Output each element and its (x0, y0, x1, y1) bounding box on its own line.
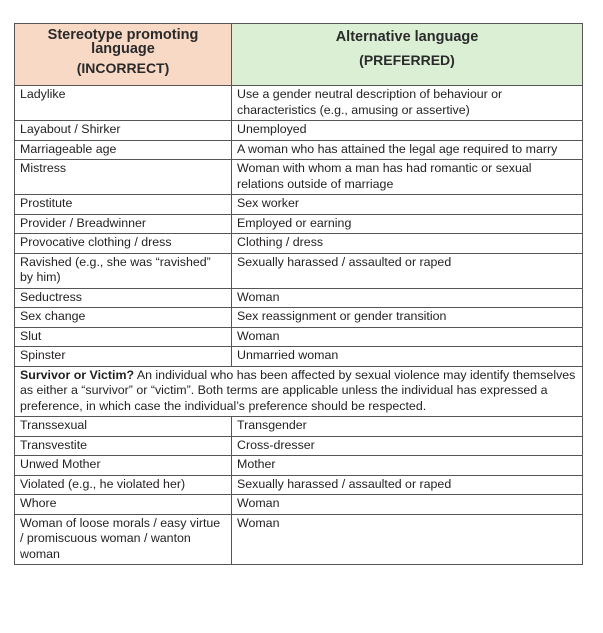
incorrect-cell: Ladylike (15, 86, 232, 121)
preferred-cell: Sex reassignment or gender transition (232, 308, 583, 328)
preferred-cell: A woman who has attained the legal age required to marry (232, 140, 583, 160)
preferred-cell: Sex worker (232, 195, 583, 215)
incorrect-cell: Transvestite (15, 436, 232, 456)
incorrect-cell: Violated (e.g., he violated her) (15, 475, 232, 495)
preferred-cell: Woman (232, 288, 583, 308)
header-incorrect (15, 24, 232, 86)
survivor-victim-note (15, 366, 583, 417)
incorrect-cell: Slut (15, 327, 232, 347)
preferred-cell: Woman (232, 327, 583, 347)
header-incorrect-title: Stereotype promoting language (47, 27, 199, 57)
table-row (15, 140, 583, 160)
table-row (15, 308, 583, 328)
incorrect-cell: Layabout / Shirker (15, 121, 232, 141)
incorrect-cell: Provider / Breadwinner (15, 214, 232, 234)
table-row (15, 347, 583, 367)
incorrect-cell: Woman of loose morals / easy virtue / promiscuous woman / wanton woman (15, 514, 232, 565)
header-preferred-sub: (PREFERRED) (359, 52, 455, 68)
preferred-cell: Woman (232, 495, 583, 515)
incorrect-cell: Transsexual (15, 417, 232, 437)
incorrect-cell: Marriageable age (15, 140, 232, 160)
table-row (15, 514, 583, 565)
incorrect-cell: Seductress (15, 288, 232, 308)
table-row (15, 436, 583, 456)
incorrect-cell: Ravished (e.g., she was “ravished” by him) (15, 253, 232, 288)
table-row (15, 475, 583, 495)
preferred-cell: Cross-dresser (232, 436, 583, 456)
table-row (15, 160, 583, 195)
table-row (15, 121, 583, 141)
table-row (15, 214, 583, 234)
table-row (15, 288, 583, 308)
incorrect-cell: Provocative clothing / dress (15, 234, 232, 254)
preferred-cell: Sexually harassed / assaulted or raped (232, 475, 583, 495)
preferred-cell: Sexually harassed / assaulted or raped (232, 253, 583, 288)
table-row (15, 195, 583, 215)
preferred-cell: Use a gender neutral description of behaviour or characteristics (e.g., amusing or assertive) (232, 86, 583, 121)
table-row (15, 456, 583, 476)
incorrect-cell: Mistress (15, 160, 232, 195)
note-text: An individual who has been affected by sexual violence may identify themselves as either a “survivor” or “victim”. Both terms are applicable unless the individual has expressed a preference, in which case the individual’s preference should be respected. (20, 367, 576, 413)
incorrect-cell: Spinster (15, 347, 232, 367)
language-table-container (14, 23, 582, 565)
preferred-cell: Unemployed (232, 121, 583, 141)
incorrect-cell: Prostitute (15, 195, 232, 215)
preferred-cell: Transgender (232, 417, 583, 437)
table-row (15, 417, 583, 437)
preferred-cell: Employed or earning (232, 214, 583, 234)
header-incorrect-sub: (INCORRECT) (76, 60, 170, 76)
note-row (15, 366, 583, 417)
header-preferred (232, 24, 583, 86)
preferred-cell: Clothing / dress (232, 234, 583, 254)
table-row (15, 234, 583, 254)
table-row (15, 253, 583, 288)
incorrect-cell: Sex change (15, 308, 232, 328)
table-row (15, 86, 583, 121)
header-preferred-title: Alternative language (335, 29, 479, 45)
table-row (15, 495, 583, 515)
incorrect-cell: Unwed Mother (15, 456, 232, 476)
note-heading: Survivor or Victim? (20, 367, 135, 382)
header-row (15, 24, 583, 86)
preferred-cell: Unmarried woman (232, 347, 583, 367)
language-table (14, 23, 583, 565)
preferred-cell: Mother (232, 456, 583, 476)
preferred-cell: Woman (232, 514, 583, 565)
incorrect-cell: Whore (15, 495, 232, 515)
table-row (15, 327, 583, 347)
preferred-cell: Woman with whom a man has had romantic or sexual relations outside of marriage (232, 160, 583, 195)
